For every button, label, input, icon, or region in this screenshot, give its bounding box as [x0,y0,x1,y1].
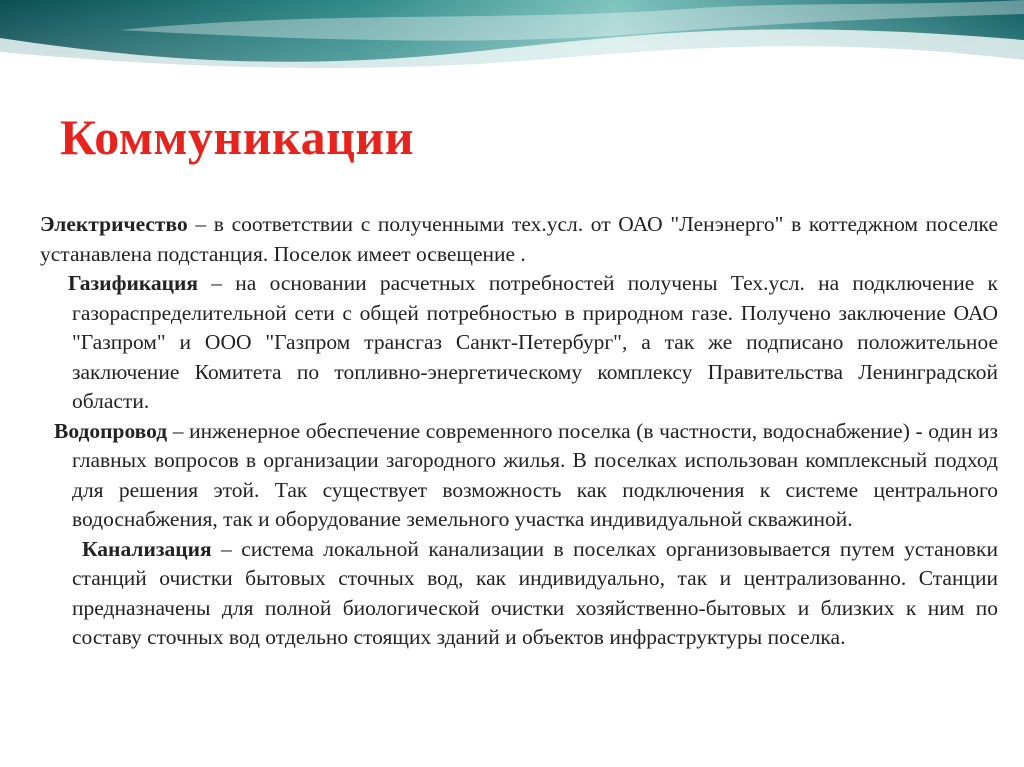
slide-title: Коммуникации [60,109,415,165]
text-electricity: – в соответствии с полученными тех.усл. от ОАО "Ленэнерго" в коттеджном поселке устанавлена подстанция. Поселок имеет освещение . [40,212,998,266]
heading-gasification: Газификация [68,271,199,295]
heading-electricity: Электричество [40,212,188,236]
slide-body [40,210,998,653]
paragraph-sewerage [40,535,998,653]
heading-water-supply: Водопровод [54,418,168,443]
paragraph-electricity [40,210,998,269]
text-gasification: – на основании расчетных потребностей получены Тех.усл. на подключение к газораспределительной сети с общей потребностью в природном газе. Получено заключение ОАО "Газпром" и ООО "Газпром трансгаз Санкт-Петербург", а так же подписано положительное заключение Комитета по топливно-энергетическому комплексу Правительства Ленинградской области. [72,271,998,413]
decorative-wave-banner [0,0,1024,82]
text-water-supply: – инженерное обеспечение современного поселка (в частности, водоснабжение) - один из главных вопросов в организации загородного жилья. В поселках использован комплексный подход для решения этой. Так существует возможность как подключения к системе центрального водоснабжения, так и оборудование земельного участка индивидуальной скважиной. [72,418,998,531]
paragraph-water-supply [40,417,998,535]
text-sewerage: – система локальной канализации в поселках организовывается путем установки станций очистки бытовых сточных вод, как индивидуально, так и централизованно. Станции предназначены для полной биологической очистки хозяйственно-бытовых и близких к ним по составу сточных вод отдельно стоящих зданий и объектов инфраструктуры поселка. [72,536,998,649]
paragraph-gasification [40,269,998,417]
heading-sewerage: Канализация [82,536,212,561]
